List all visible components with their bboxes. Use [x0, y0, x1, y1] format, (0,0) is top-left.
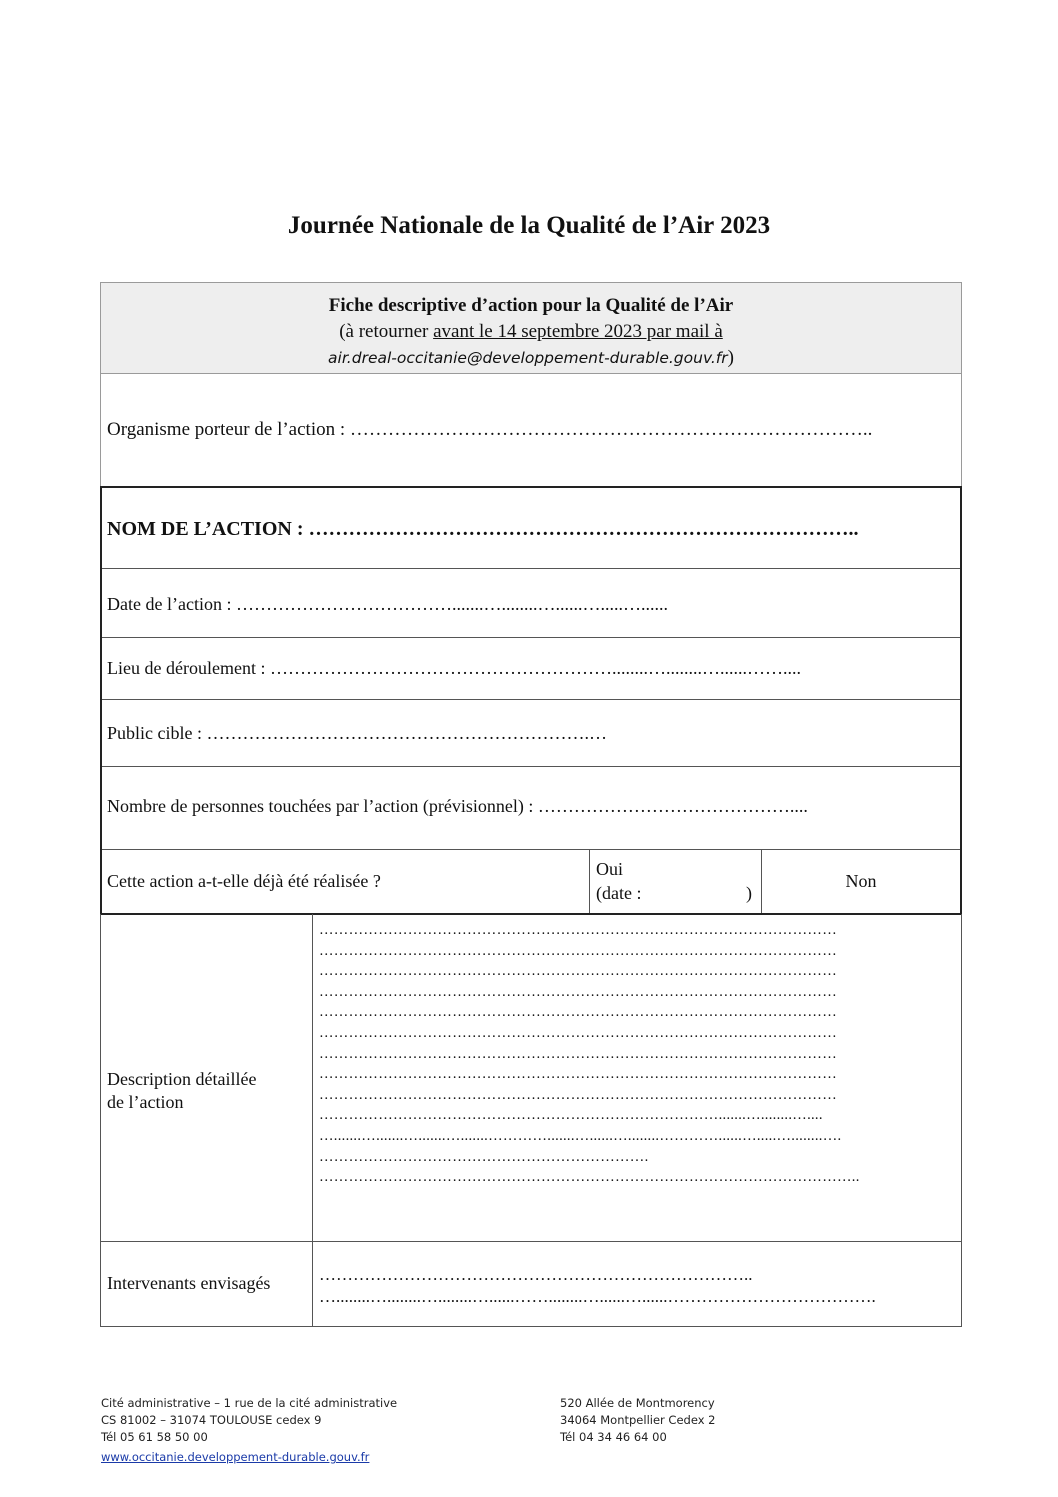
- nom-action-label: NOM DE L’ACTION : ………………………………………………………………………..: [107, 518, 859, 540]
- page-title: Journée Nationale de la Qualité de l’Air 2023: [287, 212, 771, 239]
- oui-date-close: ): [746, 883, 752, 903]
- description-section: [100, 914, 962, 1327]
- public-cible-field[interactable]: [102, 699, 960, 767]
- row-divider: [101, 1241, 961, 1242]
- website-link[interactable]: www.occitanie.developpement-durable.gouv.fr: [101, 1450, 370, 1464]
- footer-left-address: Cité administrative – 1 rue de la cité administrative CS 81002 – 31074 TOULOUSE cedex 9 Tél 05 61 58 50 00 www.occitanie.developpement-durable.gouv.fr: [101, 1396, 398, 1464]
- realisee-row: [102, 849, 960, 913]
- column-divider: [312, 914, 313, 1326]
- description-label: Description détaillée de l’action: [107, 1069, 257, 1112]
- oui-option[interactable]: [590, 849, 761, 913]
- nom-action-field[interactable]: [102, 488, 960, 569]
- realisee-label: Cette action a-t-elle déjà été réalisée ?: [107, 871, 381, 891]
- return-instruction: (à retourner avant le 14 septembre 2023 par mail à: [339, 321, 723, 342]
- intervenants-label: Intervenants envisagés: [107, 1273, 271, 1293]
- form-heading: Fiche descriptive d’action pour la Qualité de l’Air: [328, 295, 734, 316]
- return-email: air.dreal-occitanie@developpement-durable.gouv.fr): [328, 347, 734, 368]
- oui-label: Oui: [596, 859, 623, 879]
- intervenants-text-area[interactable]: ………………………………………………………………….. …........…........…........…......……........…......…......……………………………….: [319, 1265, 876, 1306]
- footer-right-address: 520 Allée de Montmorency 34064 Montpellier Cedex 2 Tél 04 34 46 64 00: [560, 1396, 716, 1444]
- action-details-table: [100, 486, 962, 915]
- form-header: [100, 282, 962, 374]
- organisme-label: Organisme porteur de l’action : ………………………………………………………………………..: [107, 419, 873, 440]
- description-text-area[interactable]: …………………………………………………………………………………………… …………………………………………………………………………………………… …………………………………………………………………………………………… …………………………………………………………………………………………… …………………………………………………………………………………………… …………………………………………………………………………………………… …………………………………………………………………………………………… …………………………………………………………………………………………… …………………………………………………………………………………………… ……………………………………………………………………….......…........….... ….......….......….......….......………….......…......…........…………......….....…........…. …………………………………………………………. ………………………………………………………………………………………………..: [319, 922, 860, 1186]
- lieu-label: Lieu de déroulement : …………………………………………………........…........…......……....: [107, 658, 801, 678]
- public-cible-label: Public cible : ……………………………………………………….…: [107, 723, 607, 743]
- lieu-field[interactable]: [102, 637, 960, 700]
- oui-date-label: (date :: [596, 883, 642, 903]
- date-field[interactable]: [102, 568, 960, 638]
- organisme-field[interactable]: [100, 373, 962, 487]
- non-label: Non: [845, 871, 877, 891]
- nombre-personnes-label: Nombre de personnes touchées par l’action (prévisionnel) : ……………………………………....: [107, 796, 808, 816]
- non-option[interactable]: [762, 849, 960, 913]
- date-label: Date de l’action : ……………………………….......…........…......….....…......: [107, 594, 668, 614]
- nombre-personnes-field[interactable]: [102, 766, 960, 850]
